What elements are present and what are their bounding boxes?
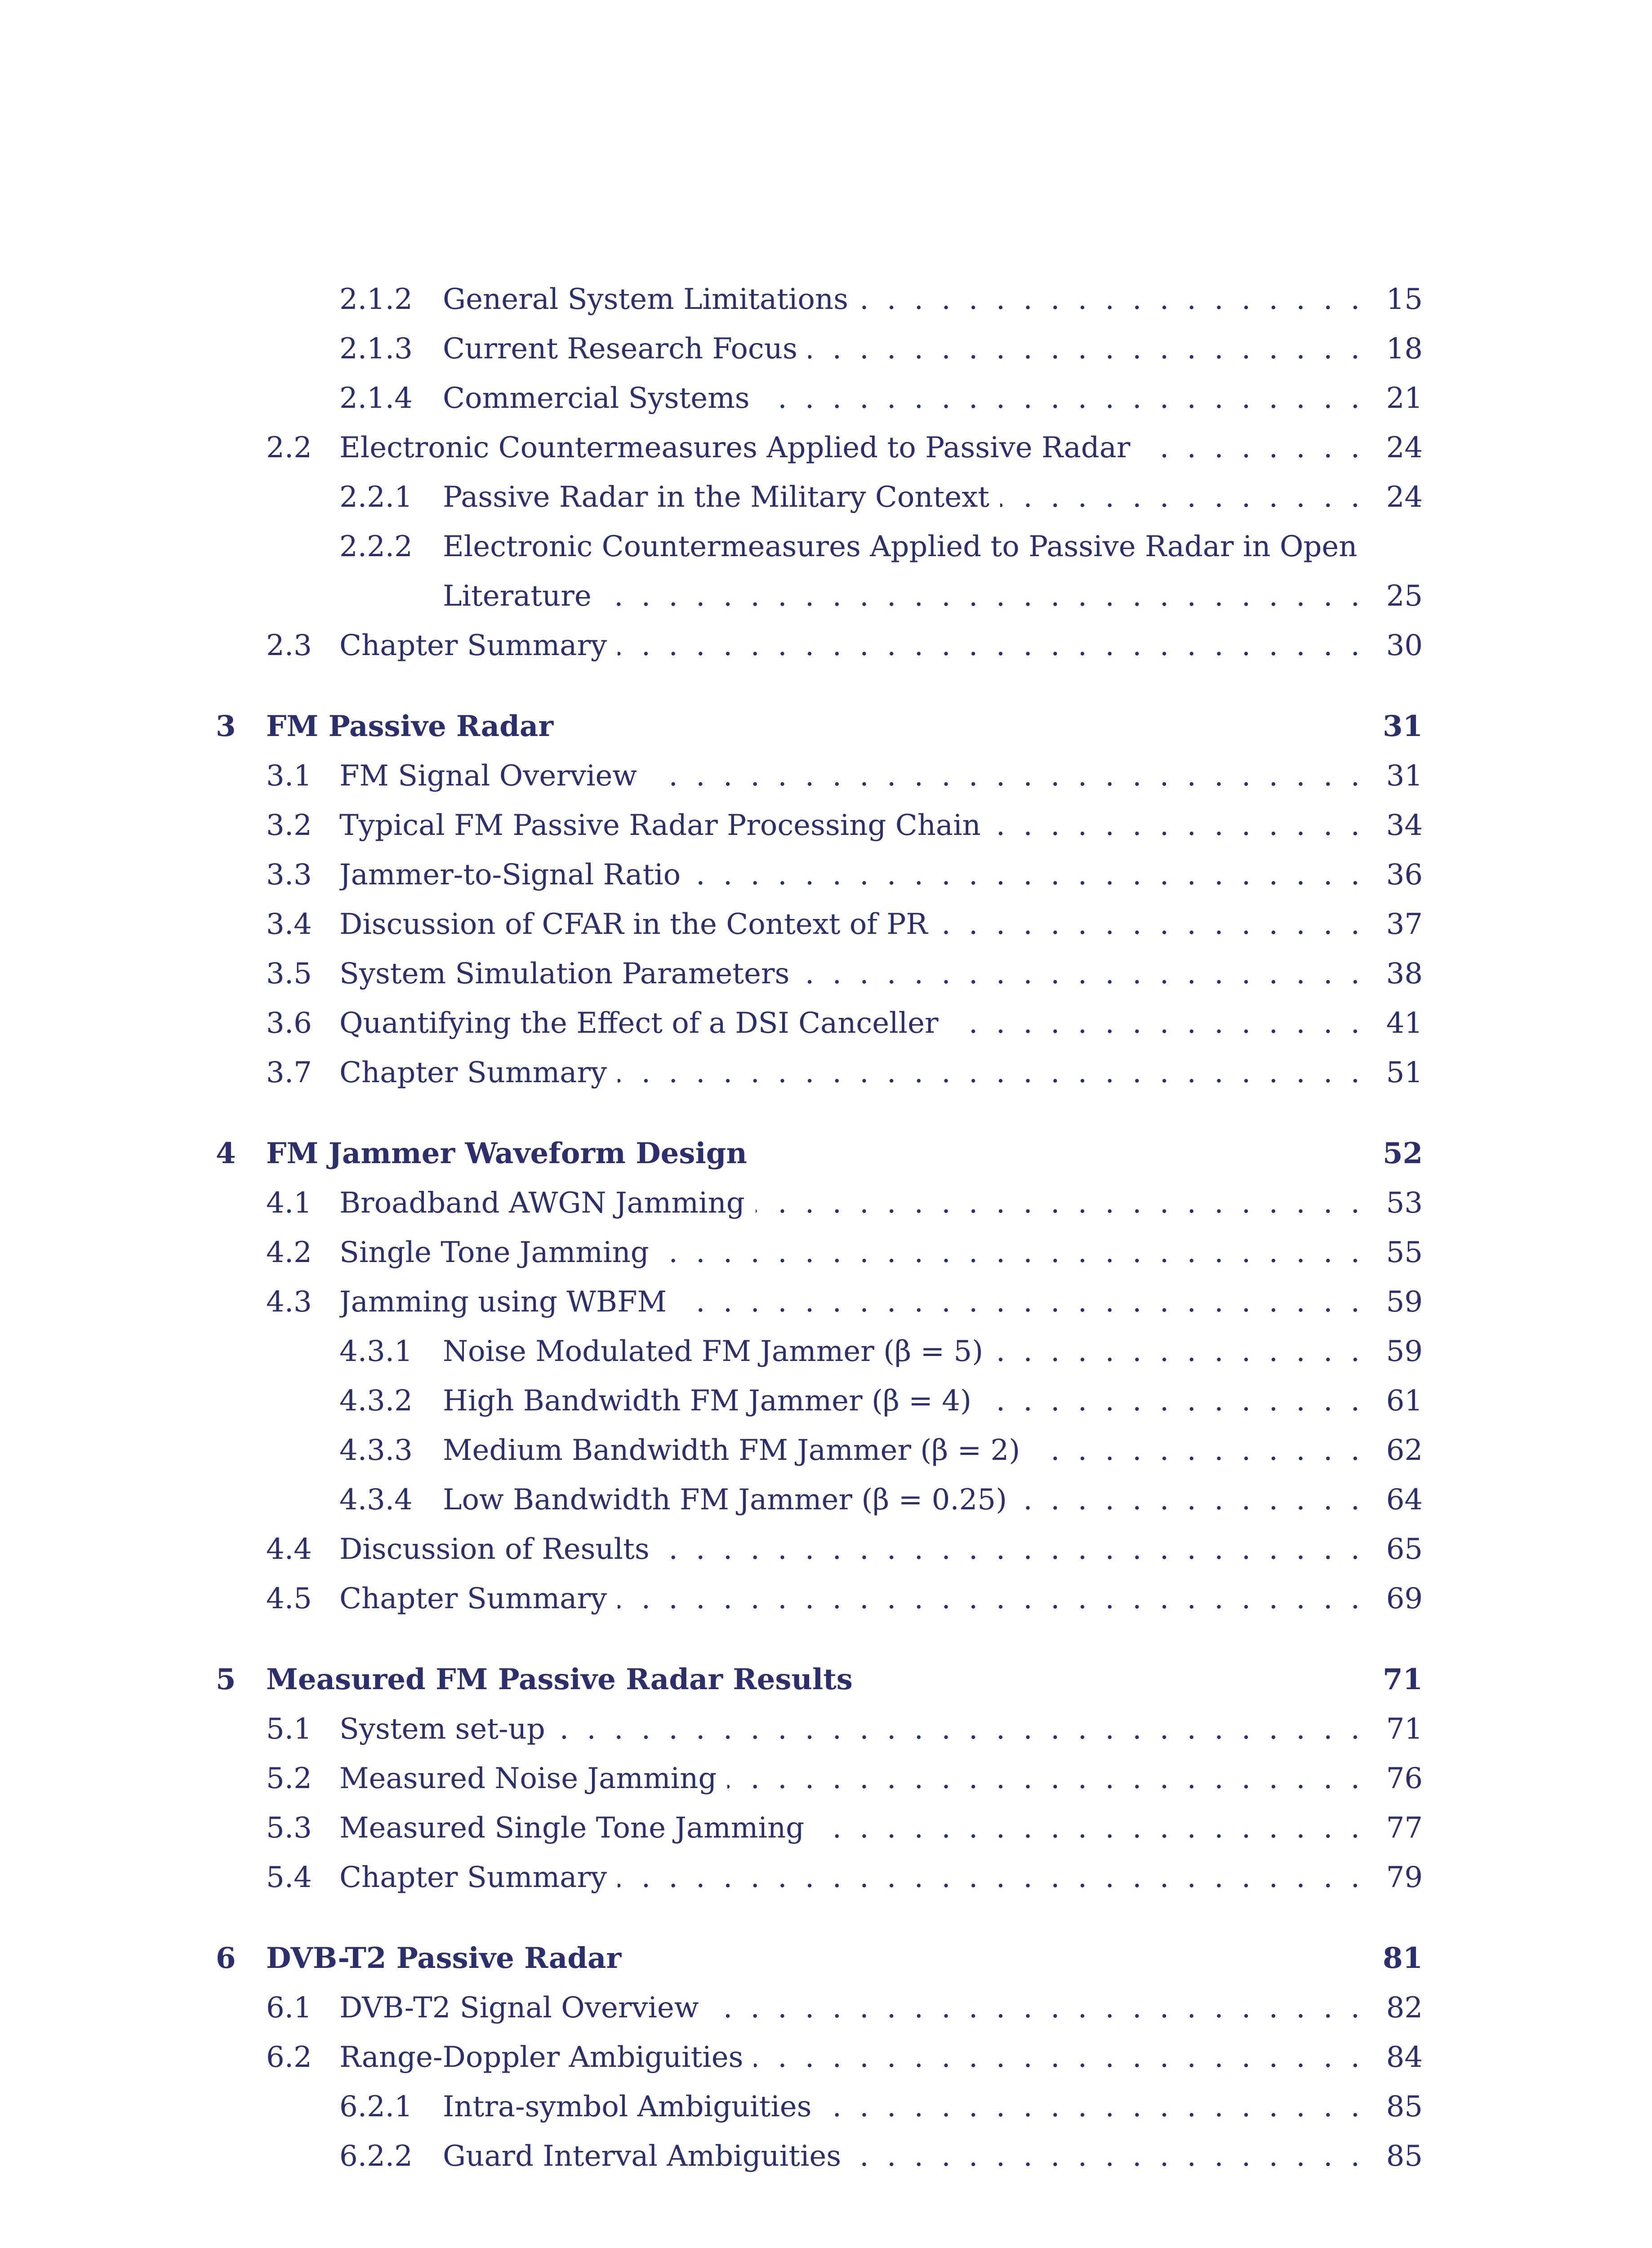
toc-entry[interactable] [0, 1984, 1652, 2032]
toc-entry[interactable] [0, 374, 1652, 423]
toc-entry-title: Jammer-to-Signal Ratio . . . [339, 851, 1364, 899]
toc-entry[interactable] [0, 2083, 1652, 2131]
toc-entry-number: 3.6 [266, 1007, 312, 1040]
toc-entry-page: 69 [1386, 1582, 1423, 1615]
toc-entry-number: 6.2 [266, 2041, 312, 2074]
toc-entry-page: 41 [1386, 1007, 1423, 1040]
toc-entry-title: Commercial Systems . . . [443, 374, 1364, 423]
toc-entry[interactable] [0, 1853, 1652, 1902]
toc-entry-title: Low Bandwidth FM Jammer (β = 0.25) . . . [443, 1476, 1364, 1524]
toc-entry[interactable] [0, 851, 1652, 899]
toc-entry[interactable] [0, 752, 1652, 800]
toc-entry-title: Measured Noise Jamming . . . [339, 1754, 1364, 1803]
toc-entry-page: 85 [1386, 2140, 1423, 2173]
toc-entry-page: 51 [1386, 1056, 1423, 1089]
toc-entry[interactable] [0, 2033, 1652, 2082]
toc-entry-title: System Simulation Parameters . . . [339, 950, 1364, 998]
toc-entry-number: 6.1 [266, 1991, 312, 2025]
toc-entry-number: 5.3 [266, 1811, 312, 1845]
toc-entry-title: Intra-symbol Ambiguities . . . [443, 2083, 1364, 2131]
toc-entry-title: Chapter Summary . . . [339, 1853, 1364, 1902]
toc-entry-page: 21 [1386, 382, 1423, 415]
toc-entry-number: 4.3.4 [339, 1483, 413, 1517]
toc-entry-title: Measured FM Passive Radar Results [266, 1655, 1337, 1704]
toc-entry-page: 25 [1386, 580, 1423, 613]
toc-entry-title: Electronic Countermeasures Applied to Passive Radar in Open [443, 522, 1364, 571]
toc-entry-page: 18 [1386, 332, 1423, 366]
toc-entry-number: 3.4 [266, 908, 312, 941]
toc-entry[interactable] [0, 950, 1652, 998]
toc-entry-number: 4.3 [266, 1285, 312, 1319]
toc-entry[interactable] [0, 1525, 1652, 1574]
toc-entry-title: Jamming using WBFM . . . [339, 1278, 1364, 1326]
toc-entry-number: 5 [216, 1663, 236, 1696]
toc-entry[interactable] [0, 1048, 1652, 1097]
toc-entry-title: Current Research Focus . . . [443, 325, 1364, 373]
toc-entry-title: FM Passive Radar [266, 702, 1337, 751]
toc-entry-title: Typical FM Passive Radar Processing Chain . . . [339, 801, 1364, 850]
toc-entry-page: 55 [1386, 1236, 1423, 1269]
toc-entry-title: Medium Bandwidth FM Jammer (β = 2) . . . [443, 1426, 1364, 1475]
toc-entry-page: 37 [1386, 908, 1423, 941]
toc-entry[interactable] [0, 473, 1652, 522]
toc-chapter-entry[interactable] [0, 1129, 1652, 1178]
toc-entry-page: 36 [1386, 858, 1423, 892]
toc-entry-title: Quantifying the Effect of a DSI Canceller . . . [339, 999, 1364, 1048]
toc-entry-number: 6 [216, 1941, 236, 1975]
toc-entry-title: Range-Doppler Ambiguities . . . [339, 2033, 1364, 2082]
toc-entry-number: 2.1.2 [339, 283, 413, 316]
toc-entry-number: 3.1 [266, 759, 312, 793]
toc-entry-title: General System Limitations . . . [443, 275, 1364, 324]
toc-entry[interactable] [0, 424, 1652, 472]
toc-entry-number: 4.3.1 [339, 1335, 413, 1368]
toc-entry-page: 84 [1386, 2041, 1423, 2074]
toc-entry-page: 82 [1386, 1991, 1423, 2025]
toc-entry-page: 59 [1386, 1335, 1423, 1368]
toc-entry-page: 15 [1386, 283, 1423, 316]
toc-entry-page: 53 [1386, 1186, 1423, 1220]
toc-entry-title: Discussion of CFAR in the Context of PR . . . [339, 900, 1364, 949]
toc-entry-number: 2.2 [266, 431, 312, 464]
toc-entry-page: 76 [1386, 1762, 1423, 1795]
toc-entry[interactable] [0, 999, 1652, 1048]
toc-entry-number: 3.5 [266, 957, 312, 990]
toc-entry-title: DVB-T2 Signal Overview . . . [339, 1984, 1364, 2032]
toc-entry[interactable] [0, 1278, 1652, 1326]
toc-entry-number: 3 [216, 709, 236, 743]
toc-chapter-entry[interactable] [0, 702, 1652, 751]
toc-entry-page: 31 [1382, 709, 1423, 743]
toc-entry[interactable] [0, 2132, 1652, 2181]
toc-entry-title: Noise Modulated FM Jammer (β = 5) . . . [443, 1327, 1364, 1376]
toc-entry-title: Literature . . . [443, 572, 1364, 620]
toc-entry-page: 71 [1382, 1663, 1423, 1696]
toc-entry-title: Discussion of Results . . . [339, 1525, 1364, 1574]
toc-entry-page: 65 [1386, 1533, 1423, 1566]
toc-entry-number: 3.2 [266, 809, 312, 842]
toc-entry[interactable] [0, 1574, 1652, 1623]
toc-entry-page: 31 [1386, 759, 1423, 793]
toc-entry-page: 62 [1386, 1434, 1423, 1467]
toc-entry-page: 59 [1386, 1285, 1423, 1319]
toc-entry-title: System set-up . . . [339, 1705, 1364, 1753]
toc-entry-page: 64 [1386, 1483, 1423, 1517]
toc-entry-page: 30 [1386, 629, 1423, 662]
toc-entry[interactable] [0, 1476, 1652, 1524]
toc-entry-number: 5.4 [266, 1861, 312, 1894]
toc-entry-number: 2.2.1 [339, 481, 413, 514]
toc-entry[interactable] [0, 275, 1652, 324]
toc-entry-number: 4 [216, 1137, 236, 1170]
toc-entry-page: 52 [1382, 1137, 1423, 1170]
toc-entry-number: 4.2 [266, 1236, 312, 1269]
toc-entry[interactable] [0, 1377, 1652, 1425]
toc-entry[interactable] [0, 1754, 1652, 1803]
toc-entry-title: Chapter Summary . . . [339, 1574, 1364, 1623]
toc-entry-number: 6.2.1 [339, 2090, 413, 2123]
toc-entry-number: 2.3 [266, 629, 312, 662]
toc-entry[interactable] [0, 1705, 1652, 1753]
toc-entry[interactable] [0, 572, 1652, 620]
toc-entry[interactable] [0, 621, 1652, 670]
toc-entry-page: 77 [1386, 1811, 1423, 1845]
toc-entry-title: Chapter Summary . . . [339, 621, 1364, 670]
toc-entry-title: Electronic Countermeasures Applied to Passive Radar . . . [339, 424, 1364, 472]
toc-entry-number: 4.5 [266, 1582, 312, 1615]
toc-entry-number: 5.2 [266, 1762, 312, 1795]
toc-entry-page: 38 [1386, 957, 1423, 990]
toc-entry[interactable] [0, 522, 1652, 571]
toc-entry-number: 2.1.4 [339, 382, 413, 415]
toc-entry-page: 79 [1386, 1861, 1423, 1894]
toc-entry-number: 3.3 [266, 858, 312, 892]
toc-entry-title: DVB-T2 Passive Radar [266, 1934, 1337, 1983]
toc-entry-number: 3.7 [266, 1056, 312, 1089]
toc-entry[interactable] [0, 1327, 1652, 1376]
toc-entry-number: 4.3.2 [339, 1384, 413, 1418]
toc-entry-number: 2.2.2 [339, 530, 413, 563]
toc-entry-title: FM Jammer Waveform Design [266, 1129, 1337, 1178]
toc-entry[interactable] [0, 1228, 1652, 1277]
toc-entry-page: 85 [1386, 2090, 1423, 2123]
toc-chapter-entry[interactable] [0, 1655, 1652, 1704]
toc-entry[interactable] [0, 1426, 1652, 1475]
toc-entry-page: 24 [1386, 431, 1423, 464]
toc-entry-page: 71 [1386, 1713, 1423, 1746]
toc-entry-page: 81 [1382, 1941, 1423, 1975]
toc-entry-number: 4.3.3 [339, 1434, 413, 1467]
toc-entry-title: High Bandwidth FM Jammer (β = 4) . . . [443, 1377, 1364, 1425]
toc-entry-page: 34 [1386, 809, 1423, 842]
toc-entry-title: Measured Single Tone Jamming . . . [339, 1804, 1364, 1852]
toc-entry[interactable] [0, 1179, 1652, 1227]
toc-entry[interactable] [0, 900, 1652, 949]
toc-chapter-entry[interactable] [0, 1934, 1652, 1983]
toc-entry-title: Broadband AWGN Jamming . . . [339, 1179, 1364, 1227]
toc-entry-number: 6.2.2 [339, 2140, 413, 2173]
toc-entry-page: 24 [1386, 481, 1423, 514]
toc-entry[interactable] [0, 1804, 1652, 1852]
toc-entry-title: Passive Radar in the Military Context . . . [443, 473, 1364, 522]
toc-entry-number: 2.1.3 [339, 332, 413, 366]
toc-entry[interactable] [0, 801, 1652, 850]
toc-entry-title: FM Signal Overview . . . [339, 752, 1364, 800]
toc-entry-title: Guard Interval Ambiguities . . . [443, 2132, 1364, 2181]
toc-entry-title: Chapter Summary . . . [339, 1048, 1364, 1097]
toc-entry-number: 4.4 [266, 1533, 312, 1566]
toc-entry[interactable] [0, 325, 1652, 373]
toc-entry-number: 4.1 [266, 1186, 312, 1220]
toc-entry-page: 61 [1386, 1384, 1423, 1418]
toc-entry-number: 5.1 [266, 1713, 312, 1746]
toc-entry-title: Single Tone Jamming . . . [339, 1228, 1364, 1277]
